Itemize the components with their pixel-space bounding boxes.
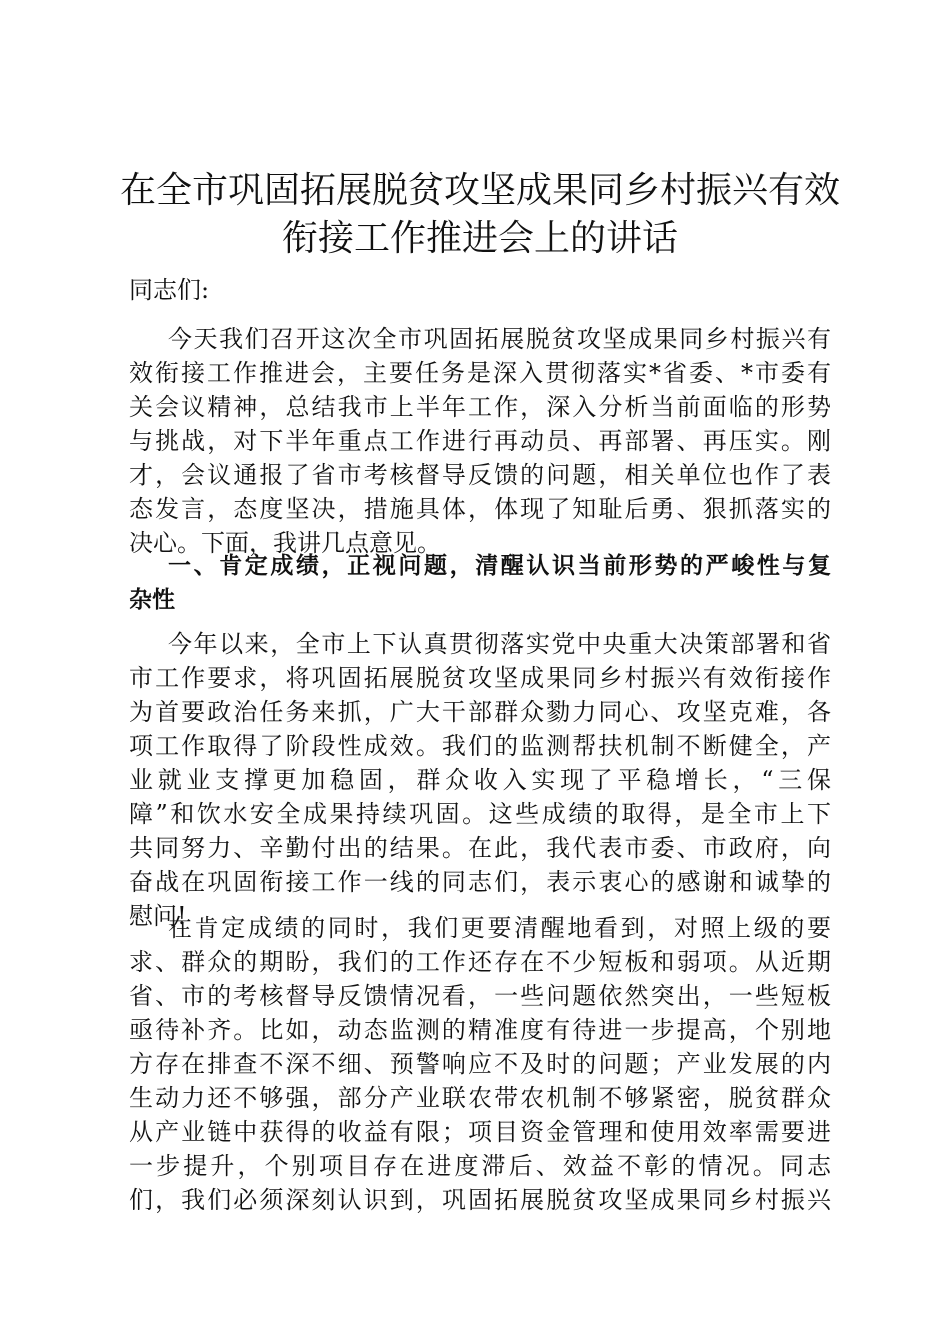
- paragraph-line: 奋战在巩固衔接工作一线的同志们，表示衷心的感谢和诚挚的: [129, 868, 831, 896]
- document-title-line-1: 在全市巩固拓展脱贫攻坚成果同乡村振兴有效: [119, 170, 840, 211]
- paragraph-line: 为首要政治任务来抓，广大干部群众勠力同心、攻坚克难，各: [129, 698, 831, 726]
- paragraph-line: 一步提升，个别项目存在进度滞后、效益不彰的情况。同志: [129, 1152, 831, 1180]
- paragraph-opening: [129, 322, 831, 560]
- paragraph-line: 决心。下面，我讲几点意见。: [129, 529, 441, 557]
- paragraph-line: 在肯定成绩的同时，我们更要清醒地看到，对照上级的要: [168, 914, 831, 942]
- paragraph-line: 共同努力、辛勤付出的结果。在此，我代表市委、市政府，向: [129, 834, 831, 862]
- paragraph-line: 项工作取得了阶段性成效。我们的监测帮扶机制不断健全，产: [129, 732, 831, 760]
- heading-line: 一、肯定成绩，正视问题，清醒认识当前形势的严峻性与复: [168, 553, 831, 579]
- paragraph-line: 从产业链中获得的收益有限；项目资金管理和使用效率需要进: [129, 1118, 831, 1146]
- section-heading-1: [129, 549, 831, 617]
- document-title-line-2: 衔接工作推进会上的讲话: [281, 218, 678, 259]
- paragraph-line: 态发言，态度坚决，措施具体，体现了知耻后勇、狠抓落实的: [129, 495, 831, 523]
- paragraph-problems: [129, 911, 831, 1217]
- paragraph-line: 障”和饮水安全成果持续巩固。这些成绩的取得，是全市上下: [129, 800, 831, 828]
- paragraph-line: 求、群众的期盼，我们的工作还存在不少短板和弱项。从近期: [129, 948, 831, 976]
- paragraph-line: 们，我们必须深刻认识到，巩固拓展脱贫攻坚成果同乡村振兴: [129, 1186, 831, 1214]
- paragraph-line: 今年以来，全市上下认真贯彻落实党中央重大决策部署和省: [168, 630, 831, 658]
- paragraph-line: 省、市的考核督导反馈情况看，一些问题依然突出，一些短板: [129, 982, 831, 1010]
- paragraph-line: 与挑战，对下半年重点工作进行再动员、再部署、再压实。刚: [129, 427, 831, 455]
- paragraph-line: 今天我们召开这次全市巩固拓展脱贫攻坚成果同乡村振兴有: [168, 325, 831, 353]
- salutation: 同志们:: [129, 276, 210, 304]
- paragraph-line: 效衔接工作推进会，主要任务是深入贯彻落实*省委、*市委有: [129, 359, 831, 387]
- paragraph-line: 才，会议通报了省市考核督导反馈的问题，相关单位也作了表: [129, 461, 831, 489]
- paragraph-line: 亟待补齐。比如，动态监测的精准度有待进一步提高，个别地: [129, 1016, 831, 1044]
- paragraph-line: 市工作要求，将巩固拓展脱贫攻坚成果同乡村振兴有效衔接作: [129, 664, 831, 692]
- paragraph-line: 方存在排查不深不细、预警响应不及时的问题；产业发展的内: [129, 1050, 831, 1078]
- paragraph-line: 业就业支撑更加稳固，群众收入实现了平稳增长，“三保: [129, 766, 831, 794]
- paragraph-achievements: [129, 627, 831, 933]
- paragraph-line: 关会议精神，总结我市上半年工作，深入分析当前面临的形势: [129, 393, 831, 421]
- paragraph-line: 生动力还不够强，部分产业联农带农机制不够紧密，脱贫群众: [129, 1084, 831, 1112]
- heading-line: 杂性: [129, 587, 175, 613]
- paragraph-line: 慰问!: [129, 902, 187, 930]
